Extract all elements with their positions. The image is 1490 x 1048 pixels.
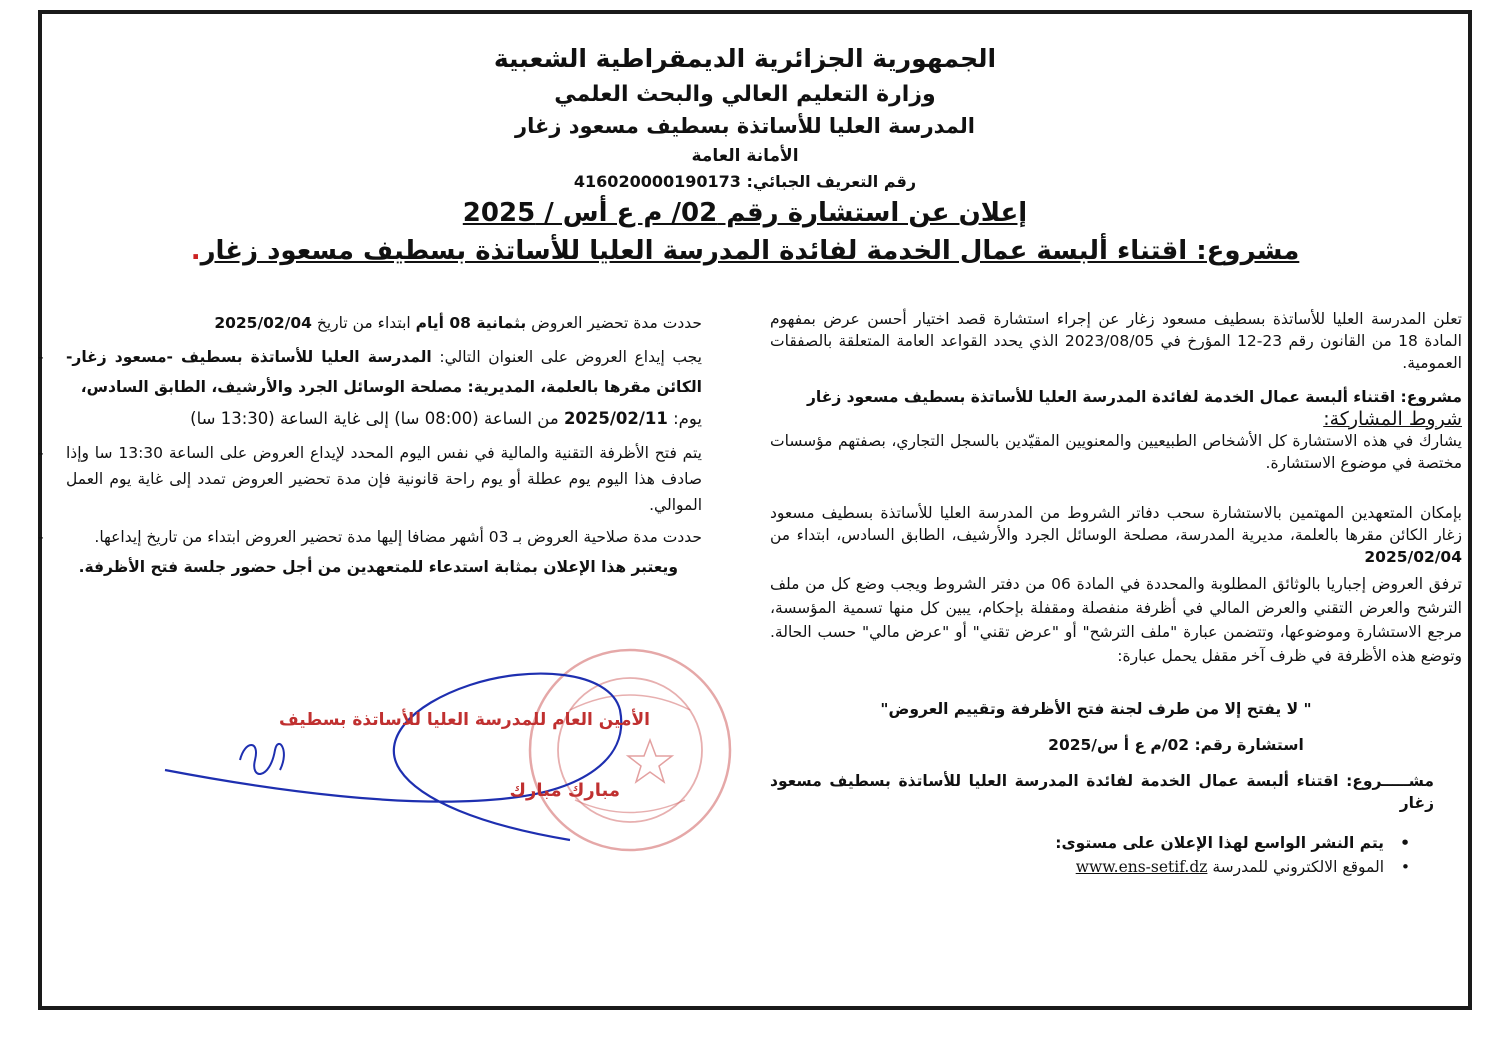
publish-heading-text: يتم النشر الواسع لهذا الإعلان على مستوى: [1055,834,1384,852]
validity-text: حددت مدة صلاحية العروض بـ 03 أشهر مضافا إليها مدة تحضير العروض ابتداء من تاريخ إيداعها. [94,528,702,546]
deposit-hours: من الساعة (08:00 سا) إلى غاية الساعة (13:30 سا) [190,409,559,428]
deposit-date: 2025/02/11 [563,409,668,428]
duration-from: ابتداء من تاريخ [316,314,411,332]
website-label: الموقع الالكتروني للمدرسة [1212,858,1384,876]
consultation-reference: استشارة رقم: 02/م ع أ س/2025 [1048,736,1304,754]
withdraw-text: بإمكان المتعهدين المهتمين بالاستشارة سحب دفاتر الشروط من المدرسة العليا للأساتذة بسطيف مسعود زغار الكائن مقرها بالعلمة، مديرية المدرسة، مصلحة الوسائل الجرد والأرشيف، الطابق السادس، ابتداء من [770,504,1462,544]
withdraw-paragraph [770,502,1462,568]
validity-paragraph [38,526,742,548]
duration-text: حددت مدة تحضير العروض [531,314,702,332]
left-column [38,312,742,578]
school-title: المدرسة العليا للأساتذة بسطيف مسعود زغار [515,114,975,138]
duration-days: بثمانية 08 أيام [415,314,527,332]
deposit-address: المدرسة العليا للأساتذة بسطيف -مسعود زغار- الكائن مقرها بالعلمة، المديرية: مصلحة الوسائل الجرد والأرشيف، الطابق السادس، [66,348,702,396]
bullet-icon: • [1400,858,1410,876]
ministry-title: وزارة التعليم العالي والبحث العلمي [554,82,936,107]
website-link[interactable]: www.ens-setif.dz [1075,858,1208,876]
duration-paragraph [66,312,742,334]
opening-paragraph [38,440,742,518]
red-dot: . [190,236,201,266]
dash-marker: - [38,444,44,462]
intro-paragraph: تعلن المدرسة العليا للأساتذة بسطيف مسعود زغار عن إجراء استشارة قصد اختيار أحسن عرض بمفهوم المادة 18 من القانون رقم 23-12 المؤرخ في 2023/08/05 الذي يحدد القواعد العامة المتعلقة بالصفقات العمومية. [770,310,1462,372]
department-title: الأمانة العامة [691,146,799,166]
invitation-paragraph: ويعتبر هذا الإعلان بمثابة استدعاء للمتعهدين من أجل حضور جلسة فتح الأظرفة. [78,558,678,576]
opening-text: يتم فتح الأظرفة التقنية والمالية في نفس اليوم المحدد لإيداع العروض على الساعة 13:30 سا وإذا صادف هذا اليوم يوم عطلة أو يوم راحة قانونية فإن مدة تحضير العروض تمدد إلى غاية يوم العمل الموالي. [66,444,702,514]
announcement-title: إعلان عن استشارة رقم 02/ م ع أس / 2025 [462,198,1028,228]
tax-id: رقم التعريف الجبائي: 416020000190173 [573,172,917,191]
deposit-day-label: يوم: [673,409,702,428]
bullet-icon: • [1400,834,1410,852]
signature-area [150,640,770,860]
project-title-text: مشروع: اقتناء ألبسة عمال الخدمة لفائدة المدرسة العليا للأساتذة بسطيف مسعود زغار [200,236,1300,266]
country-title: الجمهورية الجزائرية الديمقراطية الشعبية [493,44,997,73]
withdraw-date: 2025/02/04 [1364,548,1462,566]
project-title [0,236,1490,266]
deposit-paragraph [38,342,742,402]
dash-marker: - [38,528,44,546]
duration-date: 2025/02/04 [214,314,312,332]
dash-marker: - [38,348,44,366]
publish-heading [770,832,1462,854]
deposit-intro: يجب إيداع العروض على العنوان التالي: [439,348,702,366]
documents-paragraph: ترفق العروض إجباريا بالوثائق المطلوبة والمحددة في المادة 06 من دفتر الشروط ويجب وضع كل من ملف الترشح والعرض التقني والعرض المالي في أظرفة منفصلة ومقفلة بإحكام، يبين كل منها تسمية المؤسسة، مرجع الاستشارة وموضوعها، وتتضمن عبارة "ملف الترشح" أو "عرض تقني" أو "عرض مالي" حسب الحالة. وتوضع هذه الأظرفة في ظرف آخر مقفل يحمل عبارة: [770,575,1462,665]
envelope-note: " لا يفتح إلا من طرف لجنة فتح الأظرفة وتقييم العروض" [880,700,1312,718]
deposit-date-line [66,408,742,430]
signatory-name: مبارك مبارك [509,780,620,801]
website-line [770,856,1462,878]
handwritten-signature-icon [150,640,770,860]
signatory-title: الأمين العام للمدرسة العليا للأساتذة بسطيف [279,710,650,730]
participation-paragraph: يشارك في هذه الاستشارة كل الأشخاص الطبيعيين والمعنويين المقيّدين بالسجل التجاري، بصفتهم مؤسسات مختصة في موضوع الاستشارة. [770,432,1462,472]
envelope-project: مشـــــروع: اقتناء ألبسة عمال الخدمة لفائدة المدرسة العليا للأساتذة بسطيف مسعود زغار [770,772,1434,812]
conditions-heading: شروط المشاركة: [1323,408,1462,430]
project-line: مشروع: اقتناء ألبسة عمال الخدمة لفائدة المدرسة العليا للأساتذة بسطيف مسعود زغار [806,388,1462,406]
right-column [770,308,1462,878]
